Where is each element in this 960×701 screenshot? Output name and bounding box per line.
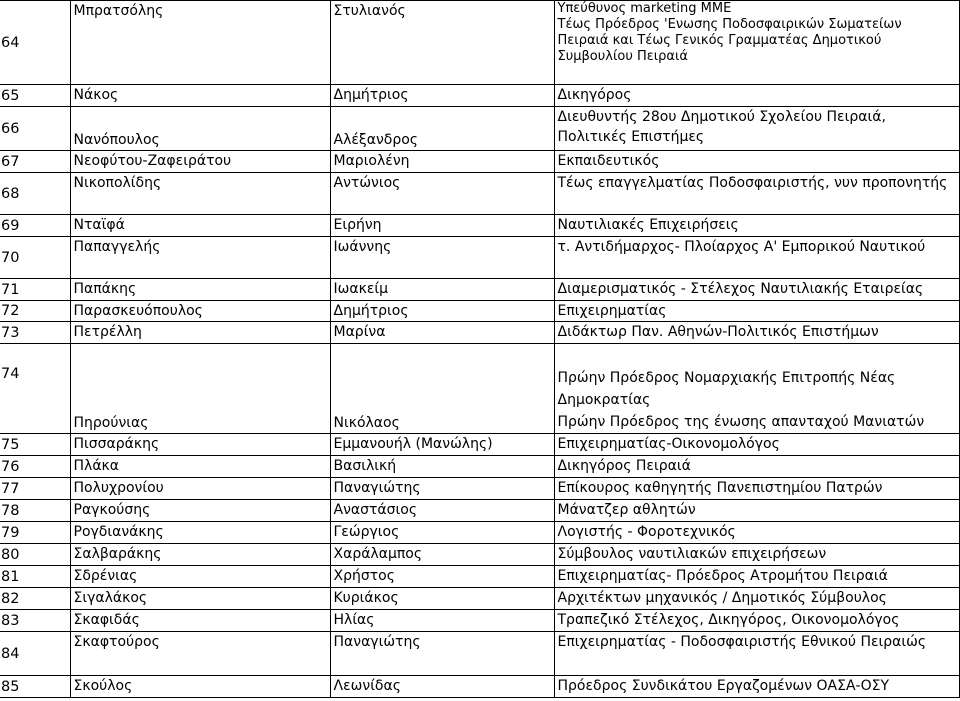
table-row (0, 215, 959, 237)
table-row (0, 85, 959, 107)
row-number: 84 (0, 632, 70, 676)
surname-cell: Πολυχρονίου (70, 478, 330, 500)
first-name-cell: Κυριάκος (330, 588, 554, 610)
description-cell: Πρόεδρος Συνδικάτου Εργαζομένων ΟΑΣΑ-ΟΣΥ (554, 676, 959, 698)
table-row (0, 544, 959, 566)
description-cell: τ. Αντιδήμαρχος- Πλοίαρχος Α' Εμπορικού Ναυτικού (554, 237, 959, 279)
row-number: 73 (0, 322, 70, 344)
first-name-cell: Χαράλαμπος (330, 544, 554, 566)
surname-cell: Νανόπουλος (70, 107, 330, 151)
row-number: 72 (0, 301, 70, 322)
surname-cell: Νάκος (70, 85, 330, 107)
first-name-cell: Νικόλαος (330, 344, 554, 434)
surname-cell: Παπαγγελής (70, 237, 330, 279)
surname-cell: Νικοπολίδης (70, 173, 330, 215)
description-cell: Επιχειρηματίας - Ποδοσφαιριστής Εθνικού Πειραιώς (554, 632, 959, 676)
table-row (0, 237, 959, 279)
description-cell: Εκπαιδευτικός (554, 151, 959, 173)
row-number: 78 (0, 500, 70, 522)
first-name-cell: Παναγιώτης (330, 478, 554, 500)
row-number: 67 (0, 151, 70, 173)
first-name-cell: Μαριολένη (330, 151, 554, 173)
description-cell: Τραπεζικό Στέλεχος, Δικηγόρος, Οικονομολόγος (554, 610, 959, 632)
description-cell: Αρχιτέκτων μηχανικός / Δημοτικός Σύμβουλος (554, 588, 959, 610)
description-cell: Επιχειρηματίας-Οικονομολόγος (554, 434, 959, 456)
surname-cell: Σκαφιδάς (70, 610, 330, 632)
table-row (0, 279, 959, 301)
table-row (0, 588, 959, 610)
description-cell: Επίκουρος καθηγητής Πανεπιστημίου Πατρών (554, 478, 959, 500)
description-cell: Δικηγόρος (554, 85, 959, 107)
first-name-cell: Αναστάσιος (330, 500, 554, 522)
table-row (0, 478, 959, 500)
surname-cell: Παπάκης (70, 279, 330, 301)
row-number: 77 (0, 478, 70, 500)
table-row (0, 301, 959, 322)
surname-cell: Πετρέλλη (70, 322, 330, 344)
first-name-cell: Μαρίνα (330, 322, 554, 344)
table-row (0, 456, 959, 478)
description-cell: Σύμβουλος ναυτιλιακών επιχειρήσεων (554, 544, 959, 566)
first-name-cell: Λεωνίδας (330, 676, 554, 698)
first-name-cell: Αντώνιος (330, 173, 554, 215)
surname-cell: Σκαφτούρος (70, 632, 330, 676)
first-name-cell: Ειρήνη (330, 215, 554, 237)
table-row (0, 632, 959, 676)
row-number: 64 (0, 1, 70, 85)
row-number: 74 (0, 344, 70, 434)
surname-cell: Πισσαράκης (70, 434, 330, 456)
surname-cell: Πλάκα (70, 456, 330, 478)
row-number: 81 (0, 566, 70, 588)
first-name-cell: Ηλίας (330, 610, 554, 632)
row-number: 83 (0, 610, 70, 632)
row-number: 75 (0, 434, 70, 456)
description-cell: Ναυτιλιακές Επιχειρήσεις (554, 215, 959, 237)
table-row (0, 107, 959, 151)
description-cell: Επιχειρηματίας- Πρόεδρος Ατρομήτου Πειραιά (554, 566, 959, 588)
surname-cell: Πηρούνιας (70, 344, 330, 434)
row-number: 70 (0, 237, 70, 279)
row-number: 79 (0, 522, 70, 544)
description-line: Διευθυντής 28ου Δημοτικού Σχολείου Πειραιά, Πολιτικές Επιστήμες (557, 109, 886, 145)
description-cell: Λογιστής - Φοροτεχνικός (554, 522, 959, 544)
description-cell (554, 1, 959, 85)
row-number: 82 (0, 588, 70, 610)
first-name-cell: Αλέξανδρος (330, 107, 554, 151)
description-cell: Διδάκτωρ Παν. Αθηνών-Πολιτικός Επιστήμων (554, 322, 959, 344)
first-name-cell: Χρήστος (330, 566, 554, 588)
table-row (0, 566, 959, 588)
surname-cell: Νταϊφά (70, 215, 330, 237)
first-name-cell: Στυλιανός (330, 1, 554, 85)
first-name-cell: Δημήτριος (330, 301, 554, 322)
first-name-cell: Παναγιώτης (330, 632, 554, 676)
description-line: Πρώην Πρόεδρος Νομαρχιακής Επιτροπής Νέας Δημοκρατίας Πρώην Πρόεδρος της ένωσης απανταχού Μανιατών (557, 370, 925, 430)
surname-cell: Σαλβαράκης (70, 544, 330, 566)
table-row (0, 173, 959, 215)
row-number: 69 (0, 215, 70, 237)
first-name-cell: Εμμανουήλ (Μανώλης) (330, 434, 554, 456)
surname-cell: Ρογδιανάκης (70, 522, 330, 544)
table-row (0, 151, 959, 173)
first-name-cell: Βασιλική (330, 456, 554, 478)
description-cell: Τέως επαγγελματίας Ποδοσφαιριστής, νυν προπονητής (554, 173, 959, 215)
description-cell: Διαμερισματικός - Στέλεχος Ναυτιλιακής Εταιρείας (554, 279, 959, 301)
first-name-cell: Γεώργιος (330, 522, 554, 544)
row-number: 80 (0, 544, 70, 566)
surname-cell: Μπρατσόλης (70, 1, 330, 85)
description-cell: Μάνατζερ αθλητών (554, 500, 959, 522)
table-row (0, 434, 959, 456)
surname-cell: Παρασκευόπουλος (70, 301, 330, 322)
description-cell: Επιχειρηματίας (554, 301, 959, 322)
first-name-cell: Ιωακείμ (330, 279, 554, 301)
row-number: 66 (0, 107, 70, 151)
surname-cell: Σδρένιας (70, 566, 330, 588)
row-number: 76 (0, 456, 70, 478)
table-row (0, 344, 959, 434)
table-row (0, 610, 959, 632)
surname-cell: Σιγαλάκος (70, 588, 330, 610)
surname-cell: Νεοφύτου-Ζαφειράτου (70, 151, 330, 173)
table-row (0, 500, 959, 522)
table-row (0, 522, 959, 544)
description-cell (554, 344, 959, 434)
first-name-cell: Δημήτριος (330, 85, 554, 107)
first-name-cell: Ιωάννης (330, 237, 554, 279)
description-line: Υπεύθυνος marketing ΜΜΕ Τέως Πρόεδρος 'Ενωσης Ποδοσφαιρικών Σωματείων Πειραιά και Τέως Γενικός Γραμματέας Δημοτικού Συμβουλίου Πειραιά (557, 1, 902, 64)
table-row (0, 322, 959, 344)
row-number: 85 (0, 676, 70, 698)
row-number: 65 (0, 85, 70, 107)
description-cell (554, 107, 959, 151)
description-cell: Δικηγόρος Πειραιά (554, 456, 959, 478)
row-number: 71 (0, 279, 70, 301)
surname-cell: Ραγκούσης (70, 500, 330, 522)
table-row (0, 1, 959, 85)
surname-cell: Σκούλος (70, 676, 330, 698)
row-number: 68 (0, 173, 70, 215)
table-row (0, 676, 959, 698)
